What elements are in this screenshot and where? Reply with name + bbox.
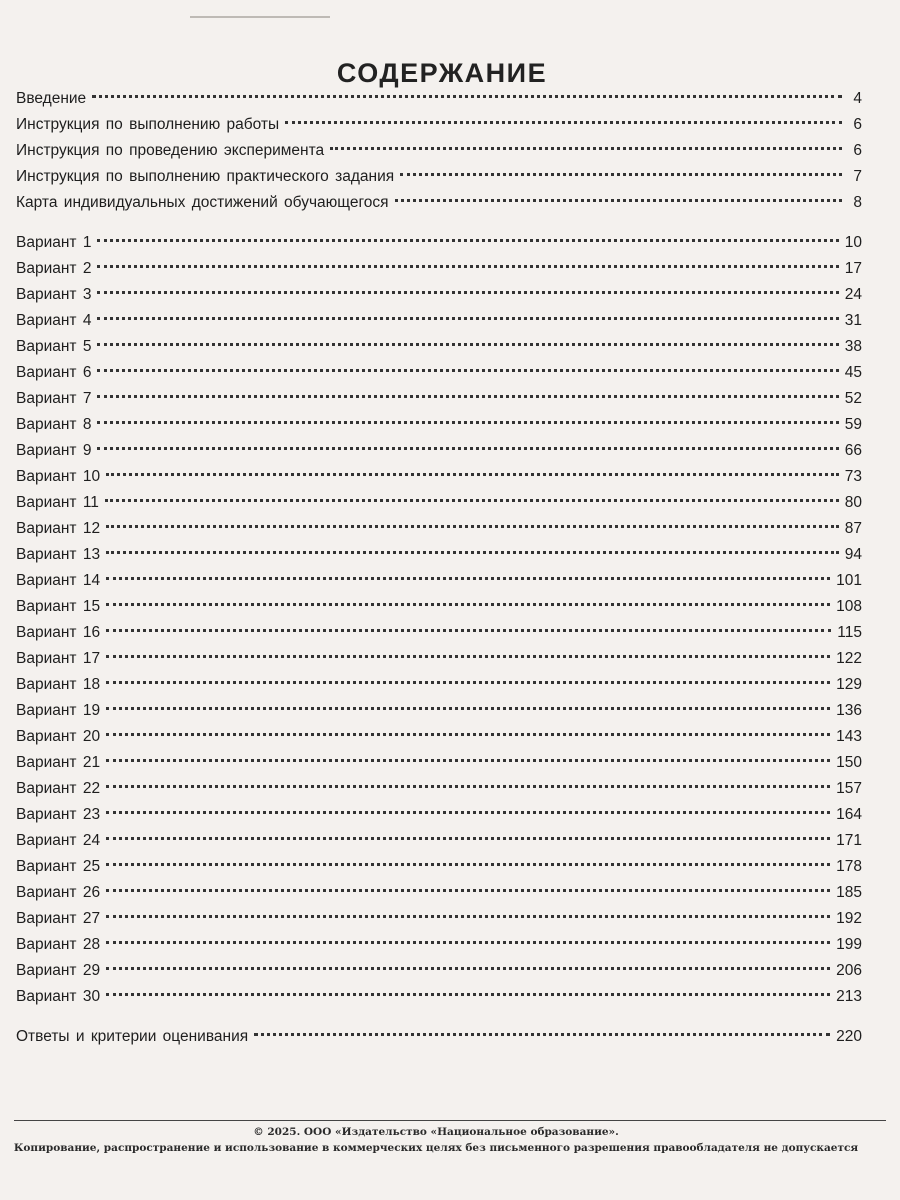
toc-page: 87 xyxy=(844,520,862,537)
toc-row[interactable] xyxy=(16,138,862,164)
toc-label: Вариант 10 xyxy=(16,468,101,485)
toc-label: Вариант 9 xyxy=(16,442,92,459)
footer-divider xyxy=(14,1120,886,1121)
toc-leader xyxy=(97,447,838,450)
copyright-text: © 2025. ООО «Издательство «Национальное образование». xyxy=(253,1126,619,1138)
toc-leader xyxy=(97,239,838,242)
toc-page: 178 xyxy=(836,858,862,875)
toc-label: Вариант 27 xyxy=(16,910,101,927)
toc-label: Вариант 20 xyxy=(16,728,101,745)
toc-label: Вариант 15 xyxy=(16,598,101,615)
toc-row-variant[interactable] xyxy=(16,568,862,594)
toc-page: 136 xyxy=(836,702,862,719)
toc-leader xyxy=(106,525,839,528)
toc-label: Вариант 21 xyxy=(16,754,101,771)
toc-row-variant[interactable] xyxy=(16,932,862,958)
toc-row-variant[interactable] xyxy=(16,672,862,698)
toc-leader xyxy=(395,199,842,202)
toc-label: Вариант 26 xyxy=(16,884,101,901)
toc-leader xyxy=(97,317,838,320)
toc-page: 220 xyxy=(836,1028,862,1045)
toc-page: 59 xyxy=(844,416,862,433)
toc-leader xyxy=(97,395,838,398)
toc-label: Инструкция по выполнению практического задания xyxy=(16,168,395,185)
toc-label: Вариант 5 xyxy=(16,338,92,355)
toc-row-variant[interactable] xyxy=(16,542,862,568)
toc-leader xyxy=(106,759,830,762)
toc-leader xyxy=(400,173,842,176)
toc-label: Вариант 18 xyxy=(16,676,101,693)
toc-page: 192 xyxy=(836,910,862,927)
toc-leader xyxy=(254,1033,830,1036)
toc-page: 80 xyxy=(844,494,862,511)
toc-leader xyxy=(106,785,830,788)
toc-label: Вариант 24 xyxy=(16,832,101,849)
toc-page: 31 xyxy=(844,312,862,329)
toc-row-variant[interactable] xyxy=(16,516,862,542)
toc-row-variant[interactable] xyxy=(16,646,862,672)
toc-page: 66 xyxy=(844,442,862,459)
toc-leader xyxy=(330,147,842,150)
toc-row-variant[interactable] xyxy=(16,412,862,438)
toc-page: 164 xyxy=(836,806,862,823)
toc-label: Вариант 11 xyxy=(16,494,99,511)
toc-leader xyxy=(285,121,842,124)
toc-leader xyxy=(106,863,830,866)
toc-leader xyxy=(97,291,838,294)
toc-page: 199 xyxy=(836,936,862,953)
toc-label: Вариант 28 xyxy=(16,936,101,953)
toc-page: 52 xyxy=(844,390,862,407)
toc-page: 73 xyxy=(844,468,862,485)
toc-label: Вариант 6 xyxy=(16,364,92,381)
toc-row-variant[interactable] xyxy=(16,256,862,282)
toc-leader xyxy=(106,915,830,918)
toc-row-variant[interactable] xyxy=(16,230,862,256)
toc-leader xyxy=(106,707,830,710)
toc-row-variant[interactable] xyxy=(16,698,862,724)
toc-label: Вариант 19 xyxy=(16,702,101,719)
toc-label: Вариант 3 xyxy=(16,286,92,303)
toc-row[interactable] xyxy=(16,190,862,216)
toc-leader xyxy=(106,733,830,736)
toc-row-variant[interactable] xyxy=(16,802,862,828)
toc-label: Вариант 22 xyxy=(16,780,101,797)
toc-leader xyxy=(97,265,838,268)
toc-page: 122 xyxy=(836,650,862,667)
toc-page: 10 xyxy=(844,234,862,251)
toc-variants-group xyxy=(16,230,862,1010)
toc-page: 38 xyxy=(844,338,862,355)
toc-leader xyxy=(106,837,830,840)
toc-label: Ответы и критерии оценивания xyxy=(16,1028,249,1045)
toc-label: Вариант 8 xyxy=(16,416,92,433)
toc-row-variant[interactable] xyxy=(16,880,862,906)
toc-label: Вариант 30 xyxy=(16,988,101,1005)
toc-intro-group xyxy=(16,86,862,216)
toc-page: 4 xyxy=(853,90,862,107)
toc-row-variant[interactable] xyxy=(16,984,862,1010)
toc-answers-group xyxy=(16,1024,862,1050)
toc-page: 213 xyxy=(836,988,862,1005)
toc-page: 45 xyxy=(844,364,862,381)
toc-label: Вариант 1 xyxy=(16,234,92,251)
toc-row-variant[interactable] xyxy=(16,958,862,984)
toc-leader xyxy=(106,603,830,606)
toc-row-variant[interactable] xyxy=(16,360,862,386)
toc-row-variant[interactable] xyxy=(16,282,862,308)
toc-label: Вариант 2 xyxy=(16,260,92,277)
copyright-notice: Копирование, распространение и использование в коммерческих целях без письменного разрешения правообладателя не допускается xyxy=(13,1142,859,1154)
toc-label: Вариант 29 xyxy=(16,962,101,979)
toc-leader xyxy=(92,95,842,98)
toc-label: Вариант 14 xyxy=(16,572,101,589)
toc-label: Инструкция по проведению эксперимента xyxy=(16,142,325,159)
toc-leader xyxy=(106,811,830,814)
toc-row-variant[interactable] xyxy=(16,828,862,854)
toc-row[interactable] xyxy=(16,164,862,190)
toc-page: 101 xyxy=(836,572,862,589)
toc-leader xyxy=(106,889,830,892)
toc-label: Вариант 12 xyxy=(16,520,101,537)
toc-row[interactable] xyxy=(16,86,862,112)
toc-leader xyxy=(106,551,839,554)
top-scan-mark xyxy=(190,16,330,18)
toc-row-variant[interactable] xyxy=(16,776,862,802)
toc-label: Введение xyxy=(16,90,87,107)
toc-row-variant[interactable] xyxy=(16,386,862,412)
toc-row[interactable] xyxy=(16,112,862,138)
toc-label: Инструкция по выполнению работы xyxy=(16,116,280,133)
toc-row-answers[interactable] xyxy=(16,1024,862,1050)
toc-leader xyxy=(106,967,830,970)
page-title: СОДЕРЖАНИЕ xyxy=(336,58,548,89)
toc-leader xyxy=(105,499,839,502)
toc-row-variant[interactable] xyxy=(16,438,862,464)
toc-leader xyxy=(106,629,831,632)
toc-page: 171 xyxy=(836,832,862,849)
toc-page: 129 xyxy=(836,676,862,693)
toc-row-variant[interactable] xyxy=(16,750,862,776)
toc-label: Карта индивидуальных достижений обучающегося xyxy=(16,194,389,211)
toc-leader xyxy=(106,577,830,580)
toc-page: 7 xyxy=(853,168,862,185)
toc-page: 150 xyxy=(836,754,862,771)
toc-page: 17 xyxy=(844,260,862,277)
toc-page: 157 xyxy=(836,780,862,797)
toc-page: 115 xyxy=(837,624,862,641)
toc-row-variant[interactable] xyxy=(16,620,862,646)
toc-row-variant[interactable] xyxy=(16,724,862,750)
toc-leader xyxy=(106,941,830,944)
toc-leader xyxy=(106,681,830,684)
toc-label: Вариант 7 xyxy=(16,390,92,407)
toc-row-variant[interactable] xyxy=(16,854,862,880)
toc-leader xyxy=(97,421,838,424)
toc-page: 206 xyxy=(836,962,862,979)
toc-row-variant[interactable] xyxy=(16,308,862,334)
toc-page: 6 xyxy=(853,142,862,159)
toc-label: Вариант 25 xyxy=(16,858,101,875)
toc-row-variant[interactable] xyxy=(16,594,862,620)
toc-page: 8 xyxy=(853,194,862,211)
toc-label: Вариант 13 xyxy=(16,546,101,563)
toc-leader xyxy=(106,473,839,476)
toc-page: 108 xyxy=(836,598,862,615)
toc-page: 24 xyxy=(844,286,862,303)
toc-row-variant[interactable] xyxy=(16,464,862,490)
toc-label: Вариант 23 xyxy=(16,806,101,823)
toc-label: Вариант 16 xyxy=(16,624,101,641)
toc-row-variant[interactable] xyxy=(16,906,862,932)
toc-leader xyxy=(106,655,830,658)
toc-leader xyxy=(97,369,838,372)
toc-row-variant[interactable] xyxy=(16,334,862,360)
toc-label: Вариант 17 xyxy=(16,650,101,667)
toc-leader xyxy=(106,993,830,996)
toc-row-variant[interactable] xyxy=(16,490,862,516)
toc-label: Вариант 4 xyxy=(16,312,92,329)
toc-page: 185 xyxy=(836,884,862,901)
toc-page: 143 xyxy=(836,728,862,745)
toc-leader xyxy=(97,343,838,346)
toc-page: 6 xyxy=(853,116,862,133)
toc-page: 94 xyxy=(844,546,862,563)
